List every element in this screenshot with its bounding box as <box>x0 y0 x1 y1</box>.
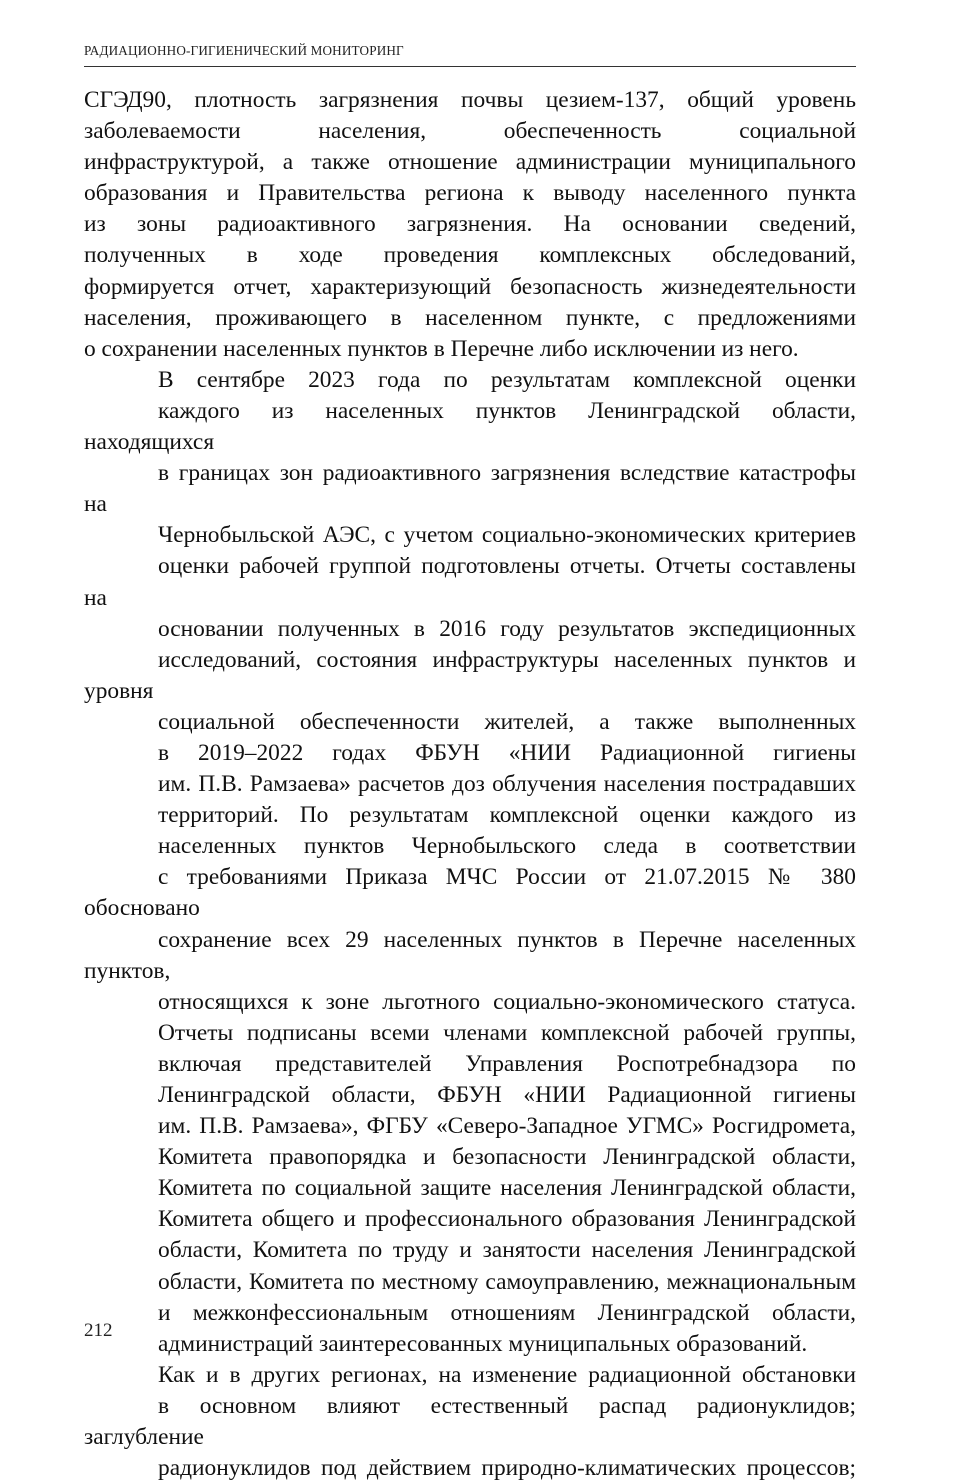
paragraph <box>84 1360 856 1484</box>
text-line: в границах зон радиоактивного загрязнения вследствие катастрофы на <box>84 460 856 518</box>
text-line: каждого из населенных пунктов Ленинградской области, находящихся <box>84 397 856 456</box>
text-line: администраций заинтересованных муниципальных образований. <box>158 1330 808 1357</box>
text-line: населения, проживающего в населенном пункте, с предложениями <box>84 304 856 331</box>
text-line: полученных в ходе проведения комплексных обследований, <box>84 242 856 269</box>
text-line: в 2019–2022 годах ФБУН «НИИ Радиационной гигиены <box>158 739 856 766</box>
paragraph <box>84 85 856 365</box>
text-line: и межконфессиональным отношениям Ленинградской области, <box>158 1299 856 1326</box>
text-line: о сохранении населенных пунктов в Перечне либо исключении из него. <box>84 335 799 362</box>
text-line: им. П.В. Рамзаева» расчетов доз облучения населения пострадавших <box>158 771 856 798</box>
text-line: Ленинградской области, ФБУН «НИИ Радиационной гигиены <box>158 1082 856 1108</box>
text-line: СГЭД90, плотность загрязнения почвы цезием-137, общий уровень <box>84 87 856 113</box>
text-line: инфраструктурой, а также отношение администрации муниципального <box>84 149 856 176</box>
text-line: области, Комитета по труду и занятости населения Ленинградской <box>158 1237 856 1264</box>
text-line: им. П.В. Рамзаева», ФГБУ «Северо-Западное УГМС» Росгидромета, <box>158 1113 856 1140</box>
text-line: Комитета по социальной защите населения Ленинградской области, <box>158 1175 856 1202</box>
text-line: оценки рабочей группой подготовлены отчеты. Отчеты составлены на <box>84 553 856 611</box>
running-header-title: РАДИАЦИОННО-ГИГИЕНИЧЕСКИЙ МОНИТОРИНГ <box>84 43 404 58</box>
text-line: Как и в других регионах, на изменение радиационной обстановки <box>158 1361 856 1388</box>
text-line: с требованиями Приказа МЧС России от 21.07.2015 № 380 обосновано <box>84 864 856 922</box>
text-line: включая представителей Управления Роспотребнадзора по <box>158 1050 856 1077</box>
page-number: 212 <box>84 1320 113 1341</box>
text-line: области, Комитета по местному самоуправлению, межнациональным <box>158 1268 856 1295</box>
text-line: в основном влияют естественный распад радионуклидов; заглубление <box>84 1392 856 1451</box>
text-line: заболеваемости населения, обеспеченность социальной <box>84 118 856 145</box>
text-line: формируется отчет, характеризующий безопасность жизнедеятельности <box>84 273 856 300</box>
paragraph <box>84 365 856 1360</box>
text-line: сохранение всех 29 населенных пунктов в Перечне населенных пунктов, <box>84 926 856 984</box>
text-line: образования и Правительства региона к выводу населенного пункта <box>84 180 856 207</box>
text-line: социальной обеспеченности жителей, а также выполненных <box>158 708 856 735</box>
text-line: Комитета правопорядка и безопасности Ленинградской области, <box>158 1144 856 1171</box>
body-text <box>84 85 856 1484</box>
text-line: из зоны радиоактивного загрязнения. На основании сведений, <box>84 211 856 238</box>
text-line: Отчеты подписаны всеми членами комплексной рабочей группы, <box>158 1019 856 1046</box>
text-line: Чернобыльской АЭС, с учетом социально-экономических критериев <box>158 522 856 549</box>
text-line: радионуклидов под действием природно-климатических процессов; <box>158 1455 856 1482</box>
text-line: основании полученных в 2016 году результатов экспедиционных <box>158 615 856 642</box>
running-header <box>84 43 856 67</box>
text-line: относящихся к зоне льготного социально-экономического статуса. <box>158 988 856 1015</box>
text-line: исследований, состояния инфраструктуры населенных пунктов и уровня <box>84 646 856 704</box>
text-line: территорий. По результатам комплексной оценки каждого из <box>158 802 856 829</box>
text-line: В сентябре 2023 года по результатам комплексной оценки <box>158 366 856 393</box>
text-line: населенных пунктов Чернобыльского следа в соответствии <box>158 833 856 860</box>
text-line: Комитета общего и профессионального образования Ленинградской <box>158 1206 856 1233</box>
